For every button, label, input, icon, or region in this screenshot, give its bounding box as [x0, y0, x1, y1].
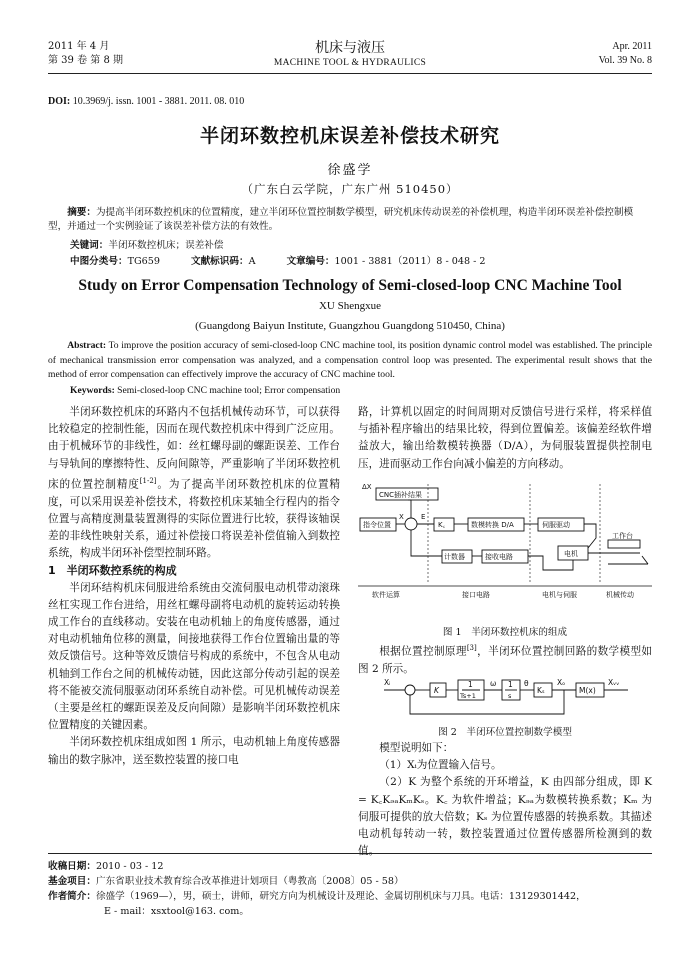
keywords-cn-label: 关键词： — [70, 240, 109, 251]
keywords-en — [70, 385, 340, 396]
fig2-xo-label: Xₒ — [557, 678, 566, 687]
fig1-sec-motor-servo: 电机与伺服 — [542, 591, 577, 599]
classification-cn — [70, 253, 514, 267]
fig1-counter-label: 计数器 — [444, 553, 465, 561]
fig1-sec-mechanical: 机械传动 — [606, 591, 634, 599]
keywords-cn-text: 半闭环数控机床；误差补偿 — [108, 240, 224, 251]
model-intro-b: ，半闭环位置控制回路的数学模型如图 2 所示。 — [358, 645, 653, 675]
model-item-2: （2）K 为整个系统的开环增益，K 由四部分组成，即 K = K꜀KₔₐKₘKₛ。K꜀ 为软件增益；Kₔₐ为数模转换系数；Kₘ 为伺服可提供的放大倍数；Kₛ 为位置传感器的转换系数。其描述电动机每转动一转，数控装置通过位置传感器所检测到的数值。 — [358, 776, 652, 858]
author-email: E - mail：xsxtool@163. com。 — [104, 906, 249, 917]
abstract-cn-label: 摘要： — [67, 207, 96, 218]
model-explanation-intro: 模型说明如下： — [379, 742, 454, 754]
section-1-paragraph-1: 半闭环结构机床伺服进给系统由交流伺服电动机带动滚珠丝杠实现工作台进给，用丝杠螺母副将电动机的旋转运动转换成工作台的直线移动。安装在电动机轴上的角度传感器，通过对电动机轴角位移的测量，间接地获得工作台位置输出量的等效反馈信号。这种等效反馈信号构成的系统中，不包含从电动机轴到工作台之间的机械传动链，因此这部分传动引起的误差将不能被交流伺服驱动闭环系统自动补偿。可见机械传动误差（主要是丝杠的螺距误差及反向间隙）是影响半闭环数控机床位置精度的关键因素。 — [48, 581, 340, 732]
author-cn: 徐盛学 — [327, 163, 373, 178]
header-right — [599, 40, 652, 68]
keywords-en-label: Keywords: — [70, 385, 115, 396]
fig2-tf1-den: Ts+1 — [460, 692, 476, 700]
fig1-e-label: E — [421, 513, 426, 521]
fig1-cmd-label: 指令位置 — [363, 521, 391, 529]
body-right-column-bottom — [358, 740, 652, 860]
doi-label: DOI: — [48, 96, 71, 107]
journal-name-en: MACHINE TOOL & HYDRAULICS — [273, 58, 427, 68]
fig1-table-label: 工作台 — [612, 532, 633, 540]
clc-label: 中图分类号： — [70, 256, 128, 267]
abstract-en-text: To improve the position accuracy of semi-closed-loop CNC machine tool, its position dynamic control model was established. The principle of mechanical transmission error compensation was analyzed, and a compensation control loop was presented. The experimental result shows that the method of error compensation can effectively improve the accuracy of CNC machine tool. — [48, 340, 652, 380]
fig2-xw-label: Xᵥᵥ — [608, 678, 620, 687]
clc-value: TG659 — [127, 256, 160, 267]
abstract-en-label: Abstract: — [67, 340, 107, 351]
abstract-cn-text: 为提高半闭环数控机床的位置精度，建立半闭环位置控制数学模型，研究机床传动误差的补偿机理，构造半闭环误差补偿控制模型，并通过一个实例验证了该误差补偿方法的有效性。 — [48, 207, 634, 232]
doi-value: 10.3969/j. issn. 1001 - 3881. 2011. 08. 010 — [72, 96, 245, 107]
author-bio — [48, 889, 652, 904]
doc-code-field — [191, 256, 256, 267]
bio-label: 作者简介： — [48, 891, 96, 902]
fig1-cnc-label: CNC插补结果 — [379, 491, 423, 499]
fig1-recv-label: 接收电路 — [485, 553, 513, 561]
title-en: Study on Error Compensation Technology of Semi-closed-loop CNC Machine Tool — [78, 277, 622, 294]
intro-paragraph — [48, 404, 340, 562]
fig2-tf1-num: 1 — [468, 680, 473, 689]
funding-label: 基金项目： — [48, 876, 96, 887]
ref-3: [3] — [466, 644, 477, 652]
funding-value: 广东省职业技术教育综合改革推进计划项目（粤教高〔2008〕05 - 58） — [95, 876, 404, 887]
title-cn: 半闭环数控机床误差补偿技术研究 — [199, 125, 500, 147]
affiliation-cn: （广东白云学院，广东广州 510450） — [241, 182, 459, 196]
keywords-en-text: Semi-closed-loop CNC machine tool; Error compensation — [117, 385, 341, 396]
figure-1-diagram — [358, 482, 652, 622]
intro-text-a: 半闭环数控机床的环路内不包括机械传动环节，可以获得比较稳定的控制性能，因而在现代数控机床中得到广泛应用。由于机械环节的非线性，如：丝杠螺母副的螺距误差、工作台与导轨间的摩擦特性、反向间隙等，严重影响了半闭环数控机床的位置控制精度 — [48, 406, 340, 491]
model-item-1: （1）Xᵢ为位置输入信号。 — [379, 759, 502, 772]
header-issue-en: Vol. 39 No. 8 — [598, 55, 652, 66]
fig1-da-label: 数模转换 D/A — [471, 521, 514, 529]
received-label: 收稿日期： — [48, 861, 96, 872]
header-date-en: Apr. 2011 — [612, 41, 652, 52]
fig2-k-label: K — [434, 686, 439, 695]
figure-1-caption: 图 1 半闭环数控机床的组成 — [442, 627, 568, 638]
abstract-en — [48, 339, 652, 383]
summing-junction — [405, 518, 417, 530]
affiliation-en: (Guangdong Baiyun Institute, Guangzhou Guangdong 510450, China) — [195, 320, 505, 332]
doi-line — [48, 96, 244, 107]
fig1-x-label: X — [399, 513, 404, 521]
author-en: XU Shengxue — [318, 300, 382, 312]
doc-code-label: 文献标识码： — [191, 256, 249, 267]
article-no-field — [287, 256, 486, 267]
abstract-cn — [48, 206, 652, 234]
body-right-column-top — [358, 404, 652, 473]
fig2-tf2-den: s — [508, 692, 512, 700]
fig1-sec-interface: 接口电路 — [462, 591, 490, 599]
table-box — [608, 540, 640, 548]
fig1-servo-label: 伺服驱动 — [542, 521, 570, 529]
model-intro-a: 根据位置控制原理 — [379, 645, 467, 658]
running-header — [48, 40, 652, 74]
fig2-summing-junction — [405, 685, 415, 695]
body-left-column — [48, 404, 340, 769]
fig2-ks-label: Kₛ — [537, 686, 545, 695]
fig1-dx-label: ΔX — [362, 483, 372, 491]
fig1-kc-label: K꜀ — [438, 521, 446, 529]
body-right-column-mid — [358, 640, 652, 678]
fig2-omega-label: ω — [490, 679, 497, 688]
journal-name-cn: 机床与液压 — [315, 40, 385, 56]
intro-text-b: 。为了提高半闭环数控机床的位置精度，可以采用误差补偿技术，将数控机床某轴全行程内的指令位置与高精度测量装置测得的实际位置进行比较，获得该轴误差的非线性映射关系，通过补偿接口将误差补偿值输入到数控系统，构成半闭环补偿型控制环路。 — [48, 478, 341, 560]
header-date-cn: 2011 年 4 月 — [48, 41, 110, 52]
article-footnote — [48, 853, 652, 919]
fig2-xi-label: Xᵢ — [384, 678, 391, 687]
received-date — [48, 859, 652, 874]
fig2-tf2-num: 1 — [508, 680, 513, 689]
keywords-cn — [70, 237, 224, 251]
figure-2-diagram — [380, 674, 630, 726]
bio-value: 徐盛学（1969—），男，硕士，讲师，研究方向为机械设计及理论、金属切削机床与刀具。电话：13129301442， — [95, 891, 586, 902]
received-value: 2010 - 03 - 12 — [95, 861, 164, 872]
article-no-label: 文章编号： — [286, 256, 335, 267]
header-issue-cn: 第 39 卷 第 8 期 — [48, 55, 123, 66]
header-center — [48, 40, 652, 70]
funding — [48, 874, 652, 889]
fig1-sec-software: 软件运算 — [372, 591, 400, 599]
fig2-theta-label: θ — [524, 679, 529, 688]
figure-2-caption: 图 2 半闭环位置控制数学模型 — [438, 727, 572, 738]
clc-field — [70, 256, 160, 267]
right-paragraph-1: 路，计算机以固定的时间周期对反馈信号进行采样，将采样值与插补程序输出的结果比较，得到位置偏差。该偏差经软件增益放大，输出给数模转换器（D/A），为伺服装置提供控制电压，进而驱动工作台向减小偏差的方向移动。 — [358, 406, 652, 470]
article-no-value: 1001 - 3881（2011）8 - 048 - 2 — [334, 256, 486, 267]
right-paragraph-2 — [358, 640, 652, 678]
ref-1-2: [1-2] — [139, 476, 157, 485]
doc-code-value: A — [248, 256, 256, 267]
section-1-heading: 1 半闭环数控系统的构成 — [48, 564, 177, 578]
section-1-paragraph-2: 半闭环数控机床组成如图 1 所示，电动机轴上角度传感器输出的数字脉冲，送至数控装置的接口电 — [48, 736, 340, 766]
fig1-motor-label: 电机 — [564, 550, 578, 558]
fig2-mx-label: M(x) — [579, 686, 596, 695]
